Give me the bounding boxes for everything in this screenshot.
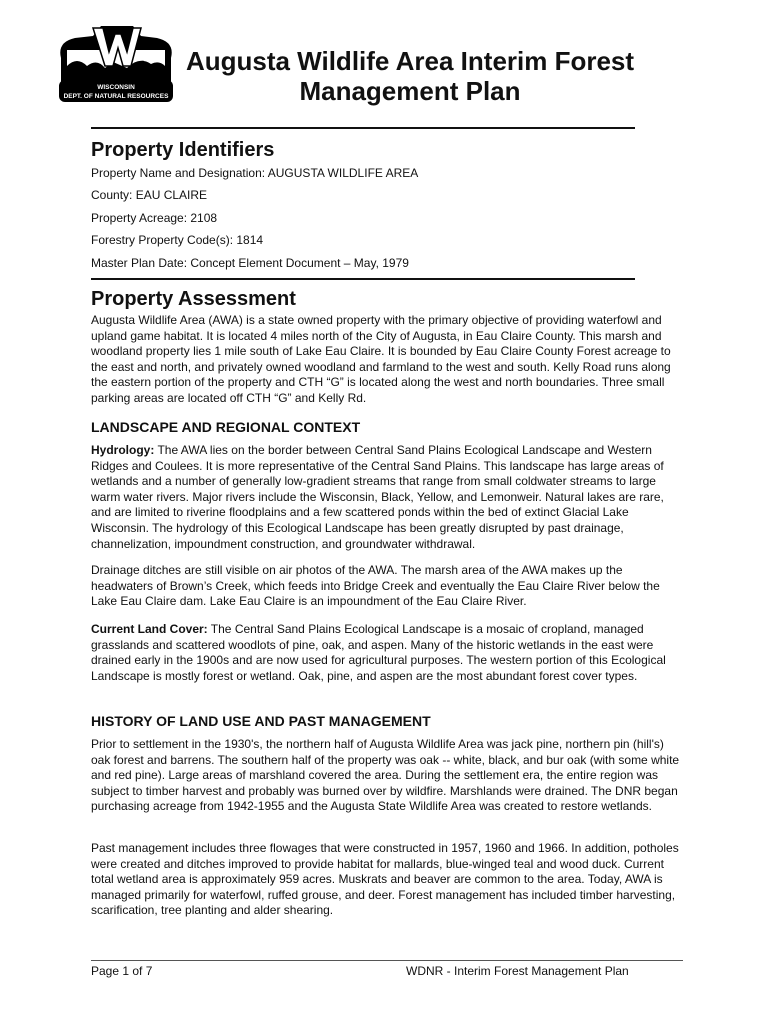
drainage-paragraph: Drainage ditches are still visible on air photos of the AWA. The marsh area of the AWA makes up the headwaters of Brown’s Creek, which feeds into Bridge Creek and eventually the Eau Claire River below the Lake Eau Claire dam. Lake Eau Claire is an impoundment of the Eau Claire River. <box>91 563 660 609</box>
divider <box>91 127 635 129</box>
title-line-1: Augusta Wildlife Area Interim Forest <box>185 46 635 76</box>
divider <box>91 278 635 280</box>
identifier-line: County: EAU CLAIRE <box>91 188 208 202</box>
hydrology-paragraph <box>91 443 683 552</box>
identifier-line: Property Acreage: 2108 <box>91 211 218 225</box>
section-heading-property-identifiers: Property Identifiers <box>91 139 275 161</box>
page-title <box>180 46 640 106</box>
wdnr-logo <box>53 22 179 104</box>
land-cover-label: Current Land Cover: <box>91 622 208 636</box>
land-cover-text: The Central Sand Plains Ecological Landscape is a mosaic of cropland, managed grasslands and scattered woodlots of pine, oak, and aspen. Many of the historic wetlands in the east were drained early in the 1900s and are now used for agricultural purposes. The western portion of this Ecological Landscape is mostly forest or wetland. Oak, pine, and aspen are the most abundant forest cover types. <box>91 622 666 683</box>
history-paragraph-1: Prior to settlement in the 1930's, the northern half of Augusta Wildlife Area was jack pine, northern pin (hill's) oak forest and barrens. The southern half of the property was oak -- white, black, and bur oak (with some white and red pine). Large areas of marshland covered the area. During the settlement era, the entire region was subject to timber harvest and probably was burned over by wildfire. Marshlands were drained. The DNR began purchasing acreage from 1942-1955 and the Augusta State Wildlife Area was created to restore wetlands. <box>91 737 680 814</box>
subheading-history: HISTORY OF LAND USE AND PAST MANAGEMENT <box>91 713 431 729</box>
history-paragraph-2: Past management includes three flowages that were constructed in 1957, 1960 and 1966. In addition, potholes were created and ditches improved to provide habitat for mallards, blue-winged teal and wood duck. Current total wetland area is approximately 959 acres. Muskrats and beaver are common to the area. Today, AWA is managed primarily for waterfowl, ruffed grouse, and deer. Forest management has included timber harvesting, scarification, tree planting and alder shearing. <box>91 841 679 918</box>
identifier-line: Forestry Property Code(s): 1814 <box>91 233 264 247</box>
hydrology-text: The AWA lies on the border between Central Sand Plains Ecological Landscape and Western Ridges and Coulees. It is more representative of the Central Sand Plains. This landscape has large areas of wetlands and a number of generally low-gradient streams that range from small coldwater streams to large warm water rivers. Major rivers include the Wisconsin, Black, Yellow, and Lemonweir. Natural lakes are rare, and are limited to riverine floodplains and a few scattered ponds within the bed of extinct Glacial Lake Wisconsin. The hydrology of this Ecological Landscape has been greatly disrupted by past drainage, channelization, impoundment construction, and groundwater withdrawal. <box>91 443 664 551</box>
hydrology-label: Hydrology: <box>91 443 155 457</box>
logo-line-2: DEPT. OF NATURAL RESOURCES <box>63 93 169 100</box>
identifier-line: Property Name and Designation: AUGUSTA WILDLIFE AREA <box>91 166 419 180</box>
identifier-line: Master Plan Date: Concept Element Document – May, 1979 <box>91 256 409 270</box>
assessment-paragraph: Augusta Wildlife Area (AWA) is a state owned property with the primary objective of providing waterfowl and upland game habitat. It is located 4 miles north of the City of Augusta, in Eau Claire County. This marsh and woodland property lies 1 mile south of Lake Eau Claire. It is bounded by Eau Claire County Forest acreage to the east and north, and privately owned woodland and farmland to the west and south. Kelly Road runs along the eastern portion of the property and CTH “G” is located along the west and north boundaries. Three small parking areas are located off CTH “G” and Kelly Rd. <box>91 313 671 405</box>
logo-line-1: WISCONSIN <box>97 84 135 91</box>
wdnr-logo-icon <box>53 22 179 104</box>
footer-divider <box>91 960 683 961</box>
section-heading-property-assessment: Property Assessment <box>91 288 296 310</box>
land-cover-paragraph <box>91 622 683 684</box>
footer-document-title: WDNR - Interim Forest Management Plan <box>406 964 629 978</box>
page-number: Page 1 of 7 <box>91 964 153 978</box>
title-line-2: Management Plan <box>299 76 521 106</box>
subheading-landscape: LANDSCAPE AND REGIONAL CONTEXT <box>91 419 361 435</box>
